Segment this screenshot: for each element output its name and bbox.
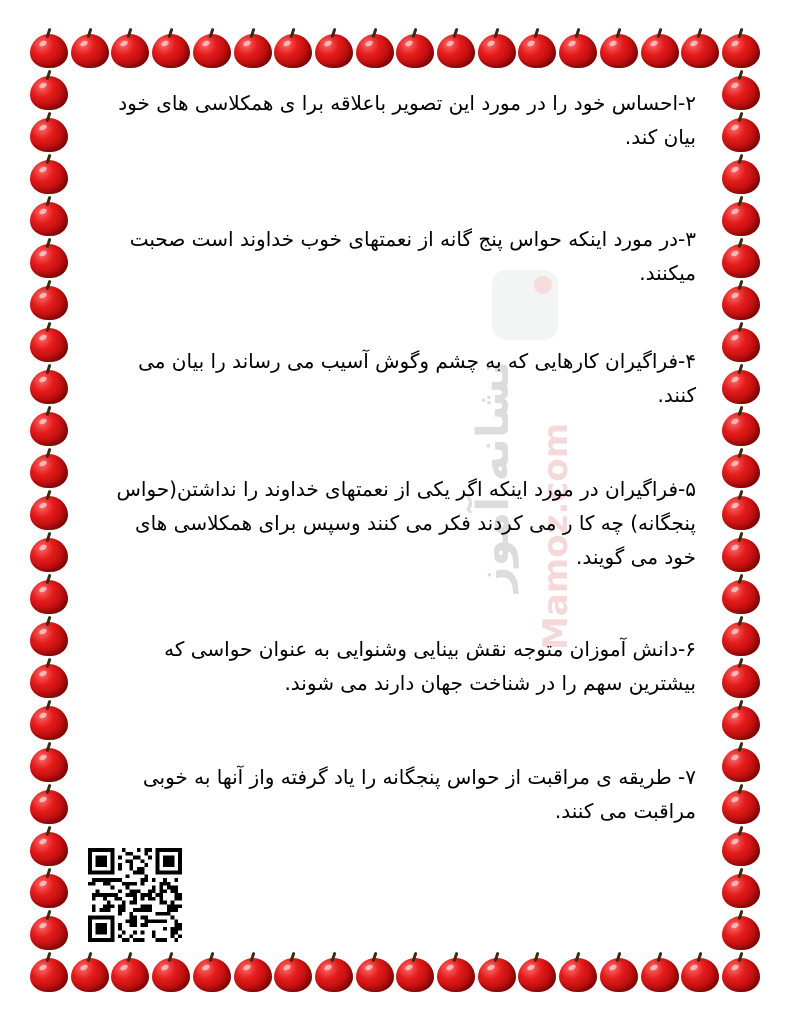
apple-icon (111, 958, 149, 992)
apple-icon (152, 34, 190, 68)
watermark-persian-text: نشانه آموز (468, 360, 519, 592)
apple-icon (722, 118, 760, 152)
apple-icon (722, 916, 760, 950)
apple-icon (30, 958, 68, 992)
apple-icon (30, 328, 68, 362)
apple-icon (722, 328, 760, 362)
apple-icon (518, 34, 556, 68)
apple-icon (356, 958, 394, 992)
watermark-latin-text: Mamoz.com (536, 422, 576, 650)
apple-icon (30, 790, 68, 824)
objective-item-3: ۳-در مورد اینکه حواس پنج گانه از نعمتهای خوب خداوند است صحبت میکنند. (129, 227, 696, 285)
apple-icon (600, 34, 638, 68)
apple-icon (478, 958, 516, 992)
apple-icon (356, 34, 394, 68)
apple-icon (559, 958, 597, 992)
apple-icon (722, 706, 760, 740)
apple-icon (30, 370, 68, 404)
apple-icon (437, 958, 475, 992)
apple-icon (30, 706, 68, 740)
apple-icon (234, 958, 272, 992)
apple-icon (315, 958, 353, 992)
apple-icon (437, 34, 475, 68)
apple-icon (722, 958, 760, 992)
objective-item-6: ۶-دانش آموزان متوجه نقش بینایی وشنوایی به عنوان حواسی که بیشترین سهم را در شناخت جهان دارند می شوند. (164, 637, 696, 695)
apple-icon (30, 34, 68, 68)
apple-icon (641, 34, 679, 68)
objective-item-2: ۲-احساس خود را در مورد این تصویر باعلاقه برا ی همکلاسی های خود بیان کند. (118, 91, 696, 149)
apple-icon (30, 202, 68, 236)
apple-icon (30, 496, 68, 530)
apple-icon (722, 496, 760, 530)
apple-icon (600, 958, 638, 992)
apple-icon (722, 244, 760, 278)
apple-icon (30, 244, 68, 278)
apple-icon (30, 832, 68, 866)
apple-icon (722, 412, 760, 446)
apple-icon (722, 34, 760, 68)
apple-icon (722, 832, 760, 866)
apple-icon (71, 34, 109, 68)
apple-icon (193, 958, 231, 992)
apple-icon (315, 34, 353, 68)
apple-icon (30, 748, 68, 782)
apple-icon (30, 412, 68, 446)
apple-icon (30, 76, 68, 110)
apple-icon (30, 580, 68, 614)
apple-icon (722, 160, 760, 194)
apple-icon (30, 454, 68, 488)
apple-icon (274, 958, 312, 992)
apple-icon (30, 874, 68, 908)
qr-code-icon (88, 848, 182, 942)
apple-icon (111, 34, 149, 68)
apple-icon (30, 622, 68, 656)
apple-icon (722, 580, 760, 614)
apple-icon (722, 622, 760, 656)
apple-icon (518, 958, 556, 992)
objective-item-5: ۵-فراگیران در مورد اینکه اگر یکی از نعمتهای خداوند را نداشتن(حواس پنجگانه) چه کا ر می کردند فکر می کنند وسپس برای همکلاسی های خود می گویند. (116, 477, 696, 569)
apple-icon (30, 664, 68, 698)
apple-icon (30, 160, 68, 194)
apple-icon (641, 958, 679, 992)
apple-icon (71, 958, 109, 992)
objective-item-7: ۷- طریقه ی مراقبت از حواس پنجگانه را یاد گرفته واز آنها به خوبی مراقبت می کنند. (142, 765, 696, 823)
apple-icon (193, 34, 231, 68)
apple-icon (30, 916, 68, 950)
apple-icon (30, 118, 68, 152)
apple-icon (30, 538, 68, 572)
apple-icon (274, 34, 312, 68)
apple-icon (681, 958, 719, 992)
apple-icon (722, 874, 760, 908)
apple-icon (722, 286, 760, 320)
apple-icon (152, 958, 190, 992)
apple-icon (30, 286, 68, 320)
apple-icon (722, 538, 760, 572)
apple-icon (722, 202, 760, 236)
apple-icon (722, 370, 760, 404)
apple-icon (478, 34, 516, 68)
apple-icon (722, 454, 760, 488)
apple-icon (722, 76, 760, 110)
apple-icon (722, 748, 760, 782)
apple-icon (722, 790, 760, 824)
apple-icon (396, 958, 434, 992)
objective-item-4: ۴-فراگیران کارهایی که به چشم وگوش آسیب می رساند را بیان می کنند. (138, 349, 696, 407)
apple-icon (396, 34, 434, 68)
apple-icon (722, 664, 760, 698)
apple-icon (681, 34, 719, 68)
watermark (468, 270, 588, 650)
apple-icon (559, 34, 597, 68)
apple-icon (234, 34, 272, 68)
